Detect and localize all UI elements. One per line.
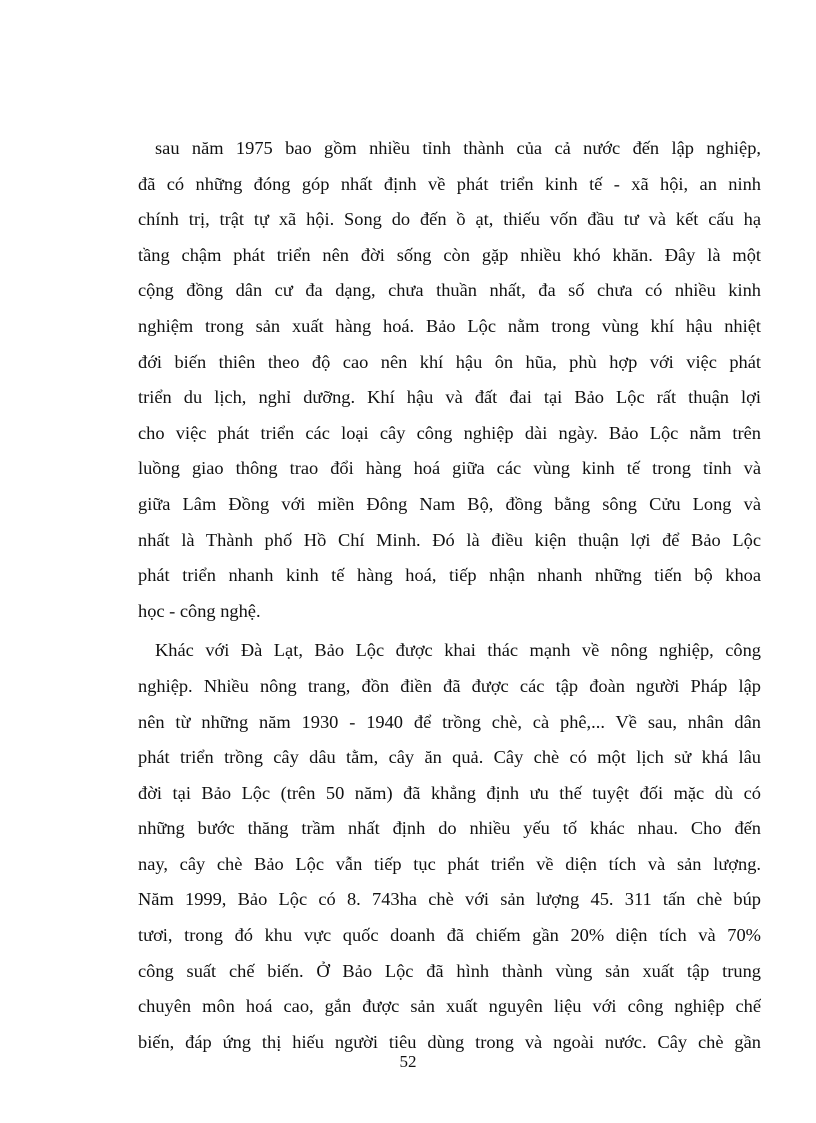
text-line: đời tại Bảo Lộc (trên 50 năm) đã khẳng định ưu thế tuyệt đối mặc dù có [138,782,761,803]
text-line: đã có những đóng góp nhất định về phát triển kinh tế - xã hội, an ninh [138,173,761,194]
text-line: công suất chế biến. Ở Bảo Lộc đã hình thành vùng sản xuất tập trung [138,960,761,981]
text-line: chuyên môn hoá cao, gắn được sản xuất nguyên liệu với công nghiệp chế [138,996,761,1017]
text-line: luồng giao thông trao đổi hàng hoá giữa các vùng kinh tế trong tỉnh và [138,458,761,479]
text-line: phát triển nhanh kinh tế hàng hoá, tiếp nhận nhanh những tiến bộ khoa [138,565,761,586]
text-line: những bước thăng trầm nhất định do nhiều yếu tố khác nhau. Cho đến [138,818,761,839]
body-text [138,131,761,1060]
text-line: cho việc phát triển các loại cây công nghiệp dài ngày. Bảo Lộc nằm trên [138,422,761,443]
text-line: tươi, trong đó khu vực quốc doanh đã chiếm gần 20% diện tích và 70% [138,925,761,946]
text-line: nay, cây chè Bảo Lộc vẫn tiếp tục phát triển về diện tích và sản lượng. [138,853,761,874]
text-line: học - công nghệ. [138,600,261,621]
paragraph-2 [138,633,761,1060]
text-line: nghiệp. Nhiều nông trang, đồn điền đã được các tập đoàn người Pháp lập [138,675,761,696]
text-line: cộng đồng dân cư đa dạng, chưa thuần nhất, đa số chưa có nhiều kinh [138,280,761,301]
text-line: biến, đáp ứng thị hiếu người tiêu dùng trong và ngoài nước. Cây chè gần [138,1031,761,1052]
text-line: phát triển trồng cây dâu tằm, cây ăn quả. Cây chè có một lịch sử khá lâu [138,747,761,768]
text-line: chính trị, trật tự xã hội. Song do đến ồ ạt, thiếu vốn đầu tư và kết cấu hạ [138,209,761,230]
paragraph-1 [138,131,761,629]
text-line: triển du lịch, nghỉ dưỡng. Khí hậu và đất đai tại Bảo Lộc rất thuận lợi [138,387,761,408]
text-line: nên từ những năm 1930 - 1940 để trồng chè, cà phê,... Về sau, nhân dân [138,711,761,732]
text-line: sau năm 1975 bao gồm nhiều tỉnh thành của cả nước đến lập nghiệp, [155,138,761,158]
text-line: giữa Lâm Đồng với miền Đông Nam Bộ, đồng bằng sông Cửu Long và [138,493,761,514]
page-number: 52 [399,1052,417,1071]
text-line: đới biến thiên theo độ cao nên khí hậu ôn hũa, phù hợp với việc phát [138,351,761,372]
text-line: tầng chậm phát triển nên đời sống còn gặp nhiều khó khăn. Đây là một [138,244,761,265]
text-line: nhất là Thành phố Hồ Chí Minh. Đó là điều kiện thuận lợi để Bảo Lộc [138,529,761,550]
text-line: nghiệm trong sản xuất hàng hoá. Bảo Lộc nằm trong vùng khí hậu nhiệt [138,315,761,336]
text-line: Năm 1999, Bảo Lộc có 8. 743ha chè với sản lượng 45. 311 tấn chè búp [138,889,761,910]
text-line: Khác với Đà Lạt, Bảo Lộc được khai thác mạnh về nông nghiệp, công [155,640,761,661]
